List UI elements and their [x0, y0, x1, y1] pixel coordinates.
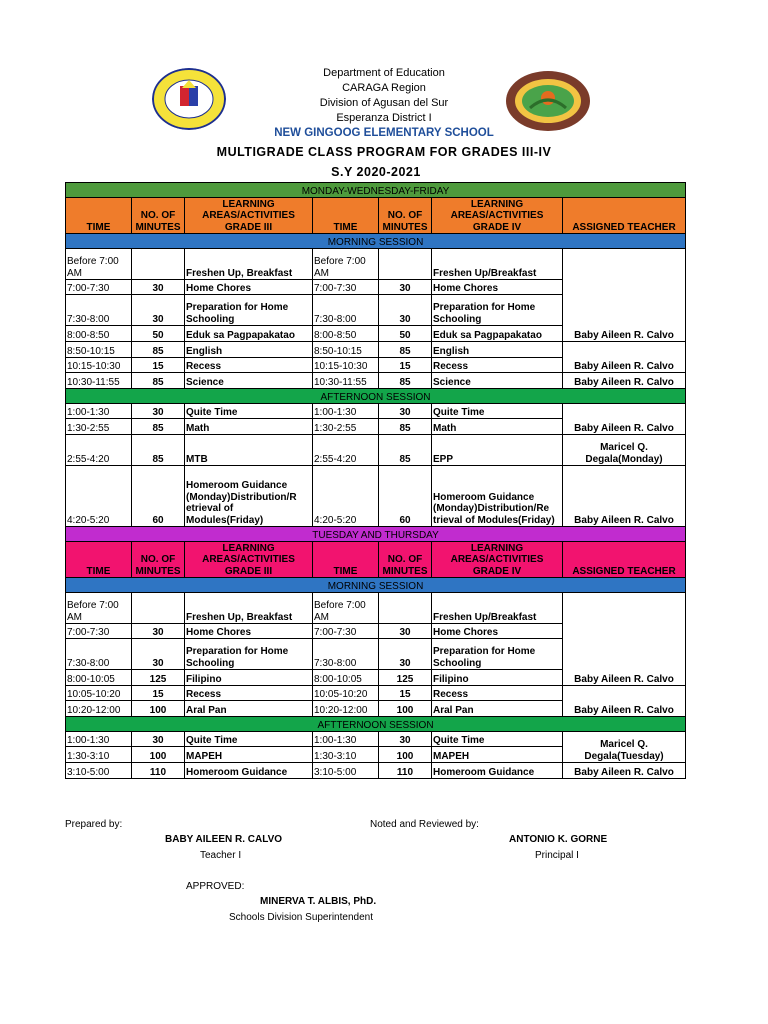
column-header: NO. OF MINUTES: [132, 198, 185, 234]
activity-cell: Home Chores: [185, 624, 313, 639]
time-cell: 7:00-7:30: [313, 280, 379, 295]
time-cell: Before 7:00 AM: [66, 593, 132, 624]
minutes-cell: 85: [132, 342, 185, 358]
activity-cell: MAPEH: [432, 747, 563, 763]
minutes-cell: 85: [132, 435, 185, 466]
time-cell: 10:05-10:20: [66, 686, 132, 701]
minutes-cell: 30: [132, 295, 185, 326]
column-header: LEARNING AREAS/ACTIVITIES GRADE IV: [432, 542, 563, 578]
time-cell: 3:10-5:00: [313, 763, 379, 779]
document-title: MULTIGRADE CLASS PROGRAM FOR GRADES III-IV: [216, 145, 552, 159]
minutes-cell: [379, 249, 432, 280]
school-name: NEW GINGOOG ELEMENTARY SCHOOL: [274, 127, 494, 139]
day-band-mwf-label: MONDAY-WEDNESDAY-FRIDAY: [66, 183, 686, 198]
morning-session-band-label: MORNING SESSION: [66, 578, 686, 593]
time-cell: 8:50-10:15: [66, 342, 132, 358]
minutes-cell: 30: [132, 624, 185, 639]
activity-cell: Filipino: [185, 670, 313, 686]
column-header: TIME: [66, 542, 132, 578]
schedule-row: [66, 435, 686, 466]
prepared-name: BABY AILEEN R. CALVO: [165, 834, 283, 845]
assigned-teacher: Maricel Q. Degala(Monday): [563, 435, 686, 466]
minutes-cell: 15: [132, 686, 185, 701]
time-cell: Before 7:00 AM: [66, 249, 132, 280]
minutes-cell: 30: [379, 624, 432, 639]
activity-cell: Filipino: [432, 670, 563, 686]
activity-cell: Home Chores: [432, 280, 563, 295]
time-cell: 7:30-8:00: [66, 639, 132, 670]
noted-label: Noted and Reviewed by:: [370, 819, 479, 830]
time-cell: 10:30-11:55: [313, 373, 379, 389]
column-header-row: [66, 542, 686, 578]
approved-name: MINERVA T. ALBIS, PhD.: [260, 896, 377, 907]
prepared-label: Prepared by:: [65, 819, 123, 830]
time-cell: 1:30-2:55: [313, 419, 379, 435]
schedule-row: [66, 593, 686, 624]
day-band-tth-label: TUESDAY AND THURSDAY: [66, 527, 686, 542]
time-cell: 3:10-5:00: [66, 763, 132, 779]
activity-cell: Eduk sa Pagpapakatao: [432, 326, 563, 342]
time-cell: 8:00-8:50: [66, 326, 132, 342]
minutes-cell: 30: [379, 732, 432, 747]
minutes-cell: 30: [379, 639, 432, 670]
minutes-cell: 100: [132, 701, 185, 717]
activity-cell: Freshen Up/Breakfast: [432, 593, 563, 624]
time-cell: 10:05-10:20: [313, 686, 379, 701]
activity-cell: Recess: [185, 358, 313, 373]
afternoon-session-band: [66, 389, 686, 404]
activity-cell: Preparation for Home Schooling: [185, 295, 313, 326]
assigned-teacher: Baby Aileen R. Calvo: [563, 763, 686, 779]
time-cell: 8:00-10:05: [66, 670, 132, 686]
time-cell: 8:00-10:05: [313, 670, 379, 686]
minutes-cell: 85: [379, 435, 432, 466]
time-cell: 1:00-1:30: [66, 732, 132, 747]
minutes-cell: 60: [132, 466, 185, 527]
time-cell: 1:30-3:10: [313, 747, 379, 763]
assigned-teacher: Baby Aileen R. Calvo: [563, 466, 686, 527]
dept-name: Department of Education: [323, 67, 445, 79]
minutes-cell: 30: [132, 280, 185, 295]
time-cell: 7:00-7:30: [66, 280, 132, 295]
minutes-cell: 100: [132, 747, 185, 763]
activity-cell: Quite Time: [185, 404, 313, 419]
activity-cell: Math: [432, 419, 563, 435]
assigned-teacher: Baby Aileen R. Calvo: [563, 593, 686, 686]
column-header-row: [66, 198, 686, 234]
activity-cell: Preparation for Home Schooling: [185, 639, 313, 670]
activity-cell: Quite Time: [432, 404, 563, 419]
minutes-cell: 85: [132, 419, 185, 435]
activity-cell: Freshen Up, Breakfast: [185, 593, 313, 624]
minutes-cell: 30: [132, 404, 185, 419]
division-name: Division of Agusan del Sur: [319, 97, 449, 109]
schedule-row: [66, 763, 686, 779]
activity-cell: Homeroom Guidance: [432, 763, 563, 779]
noted-name: ANTONIO K. GORNE: [509, 834, 608, 845]
time-cell: 1:30-2:55: [66, 419, 132, 435]
minutes-cell: 125: [132, 670, 185, 686]
column-header: TIME: [313, 542, 379, 578]
column-header: ASSIGNED TEACHER: [563, 542, 686, 578]
activity-cell: Math: [185, 419, 313, 435]
time-cell: 7:30-8:00: [313, 639, 379, 670]
activity-cell: English: [432, 342, 563, 358]
assigned-teacher: Baby Aileen R. Calvo: [563, 373, 686, 389]
assigned-teacher: Baby Aileen R. Calvo: [563, 249, 686, 342]
time-cell: 7:30-8:00: [66, 295, 132, 326]
activity-cell: Preparation for Home Schooling: [432, 295, 563, 326]
approved-title: Schools Division Superintendent: [229, 912, 373, 923]
minutes-cell: 50: [132, 326, 185, 342]
column-header: LEARNING AREAS/ACTIVITIES GRADE IV: [432, 198, 563, 234]
activity-cell: Aral Pan: [185, 701, 313, 717]
time-cell: 7:30-8:00: [313, 295, 379, 326]
activity-cell: EPP: [432, 435, 563, 466]
minutes-cell: 85: [379, 373, 432, 389]
schedule-row: [66, 249, 686, 280]
assigned-teacher: Baby Aileen R. Calvo: [563, 404, 686, 435]
activity-cell: Homeroom Guidance (Monday)Distribution/Re trieval of Modules(Friday): [432, 466, 563, 527]
minutes-cell: [379, 593, 432, 624]
activity-cell: MTB: [185, 435, 313, 466]
column-header: NO. OF MINUTES: [132, 542, 185, 578]
minutes-cell: 110: [132, 763, 185, 779]
approved-label: APPROVED:: [186, 881, 245, 892]
afternoon-session-band-label: AFTTERNOON SESSION: [66, 717, 686, 732]
assigned-teacher: Baby Aileen R. Calvo: [563, 686, 686, 717]
activity-cell: Science: [185, 373, 313, 389]
minutes-cell: 30: [379, 280, 432, 295]
minutes-cell: 100: [379, 701, 432, 717]
column-header: LEARNING AREAS/ACTIVITIES GRADE III: [185, 198, 313, 234]
activity-cell: Eduk sa Pagpapakatao: [185, 326, 313, 342]
minutes-cell: [132, 249, 185, 280]
activity-cell: Freshen Up, Breakfast: [185, 249, 313, 280]
district-name: Esperanza District I: [336, 112, 432, 124]
time-cell: 10:20-12:00: [66, 701, 132, 717]
activity-cell: Home Chores: [185, 280, 313, 295]
time-cell: 4:20-5:20: [66, 466, 132, 527]
activity-cell: Recess: [185, 686, 313, 701]
time-cell: 8:00-8:50: [313, 326, 379, 342]
schedule-row: [66, 732, 686, 747]
activity-cell: Homeroom Guidance (Monday)Distribution/R etrieval of Modules(Friday): [185, 466, 313, 527]
time-cell: 1:30-3:10: [66, 747, 132, 763]
minutes-cell: 85: [379, 342, 432, 358]
column-header: TIME: [313, 198, 379, 234]
minutes-cell: 100: [379, 747, 432, 763]
time-cell: 4:20-5:20: [313, 466, 379, 527]
time-cell: Before 7:00 AM: [313, 249, 379, 280]
time-cell: 1:00-1:30: [66, 404, 132, 419]
schedule-row: [66, 404, 686, 419]
minutes-cell: 30: [132, 732, 185, 747]
time-cell: 10:30-11:55: [66, 373, 132, 389]
schedule-row: [66, 373, 686, 389]
activity-cell: Quite Time: [185, 732, 313, 747]
time-cell: 7:00-7:30: [313, 624, 379, 639]
activity-cell: Recess: [432, 686, 563, 701]
afternoon-session-band-label: AFTERNOON SESSION: [66, 389, 686, 404]
morning-session-band: [66, 234, 686, 249]
minutes-cell: 110: [379, 763, 432, 779]
minutes-cell: 125: [379, 670, 432, 686]
schedule-row: [66, 466, 686, 527]
activity-cell: Freshen Up/Breakfast: [432, 249, 563, 280]
day-band-mwf: [66, 183, 686, 198]
activity-cell: English: [185, 342, 313, 358]
time-cell: 1:00-1:30: [313, 732, 379, 747]
afternoon-session-band: [66, 717, 686, 732]
time-cell: 7:00-7:30: [66, 624, 132, 639]
noted-title: Principal I: [535, 850, 579, 861]
minutes-cell: [132, 593, 185, 624]
minutes-cell: 60: [379, 466, 432, 527]
minutes-cell: 15: [132, 358, 185, 373]
minutes-cell: 50: [379, 326, 432, 342]
time-cell: 2:55-4:20: [313, 435, 379, 466]
morning-session-band-label: MORNING SESSION: [66, 234, 686, 249]
column-header: LEARNING AREAS/ACTIVITIES GRADE III: [185, 542, 313, 578]
time-cell: 1:00-1:30: [313, 404, 379, 419]
day-band-tth: [66, 527, 686, 542]
minutes-cell: 15: [379, 358, 432, 373]
column-header: ASSIGNED TEACHER: [563, 198, 686, 234]
activity-cell: Preparation for Home Schooling: [432, 639, 563, 670]
activity-cell: Home Chores: [432, 624, 563, 639]
minutes-cell: 85: [132, 373, 185, 389]
time-cell: 10:15-10:30: [313, 358, 379, 373]
time-cell: 10:15-10:30: [66, 358, 132, 373]
activity-cell: Aral Pan: [432, 701, 563, 717]
assigned-teacher: Baby Aileen R. Calvo: [563, 342, 686, 373]
minutes-cell: 30: [379, 295, 432, 326]
activity-cell: Recess: [432, 358, 563, 373]
class-program-table: [65, 182, 686, 779]
schedule-row: [66, 686, 686, 701]
time-cell: 10:20-12:00: [313, 701, 379, 717]
minutes-cell: 15: [379, 686, 432, 701]
column-header: TIME: [66, 198, 132, 234]
time-cell: Before 7:00 AM: [313, 593, 379, 624]
minutes-cell: 30: [379, 404, 432, 419]
activity-cell: Homeroom Guidance: [185, 763, 313, 779]
minutes-cell: 85: [379, 419, 432, 435]
schedule-row: [66, 342, 686, 358]
column-header: NO. OF MINUTES: [379, 542, 432, 578]
region-name: CARAGA Region: [342, 82, 426, 94]
prepared-title: Teacher I: [200, 850, 242, 861]
morning-session-band: [66, 578, 686, 593]
activity-cell: MAPEH: [185, 747, 313, 763]
activity-cell: Science: [432, 373, 563, 389]
assigned-teacher: Maricel Q. Degala(Tuesday): [563, 732, 686, 763]
time-cell: 8:50-10:15: [313, 342, 379, 358]
activity-cell: Quite Time: [432, 732, 563, 747]
minutes-cell: 30: [132, 639, 185, 670]
time-cell: 2:55-4:20: [66, 435, 132, 466]
school-year: S.Y 2020-2021: [331, 165, 421, 179]
column-header: NO. OF MINUTES: [379, 198, 432, 234]
